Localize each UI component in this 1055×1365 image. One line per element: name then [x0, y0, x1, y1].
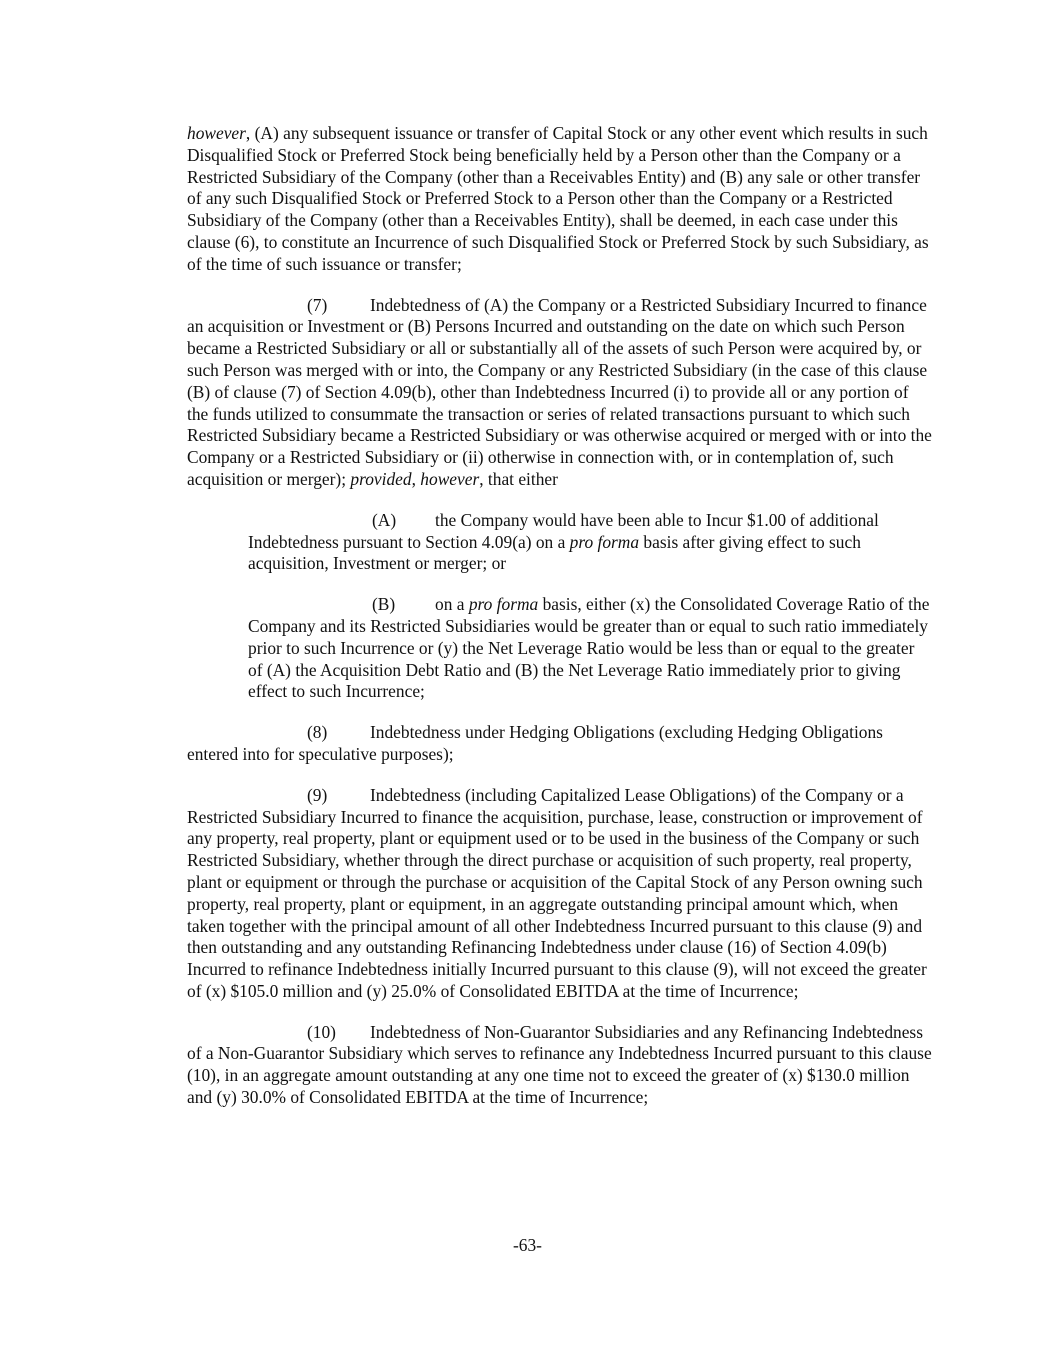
- clause-10-number: (10): [307, 1021, 336, 1042]
- clause-7-B: [248, 594, 932, 703]
- clause-6-text: , (A) any subsequent issuance or transfer of Capital Stock or any other event which results in such Disqualified Stock or Preferred Stock being beneficially held by a Person other than the Company or a Restricted Subsidiary of the Company (other than a Receivables Entity) and (B) any sale or other transfer of any such Disqualified Stock or Preferred Stock to a Person other than the Company or a Restricted Subsidiary of the Company (other than a Receivables Entity), shall be deemed, in each case under this clause (6), to constitute an Incurrence of such Disqualified Stock or Preferred Stock by such Subsidiary, as of the time of such issuance or transfer;: [187, 123, 929, 274]
- clause-7-tail: , that either: [479, 468, 558, 489]
- clause-9: [187, 785, 932, 1003]
- clause-7-sep: ,: [411, 468, 421, 489]
- pro-forma-italic-2: pro forma: [468, 594, 539, 615]
- pro-forma-italic-1: pro forma: [569, 531, 640, 552]
- clause-7-A-number: (A): [372, 509, 397, 530]
- clause-8: [187, 722, 932, 766]
- however-italic-2: however: [420, 468, 480, 489]
- clause-7: [187, 295, 932, 491]
- page-number: -63-: [513, 1235, 542, 1255]
- clause-9-number: (9): [307, 784, 328, 805]
- provided-italic: provided: [350, 468, 412, 489]
- clause-7-A-text-1: the Company would have been able to Incur $1.00 of additional Indebtedness pursuant to Section 4.09(a) on a: [248, 509, 879, 552]
- clause-7-B-text-2: basis, either (x) the Consolidated Coverage Ratio of the Company and its Restricted Subsidiaries would be greater than or equal to such ratio immediately prior to such Incurrence or (y) the Net Leverage Ratio would be less than or equal to the greater of (A) the Acquisition Debt Ratio and (B) the Net Leverage Ratio immediately prior to giving effect to such Incurrence;: [248, 594, 930, 702]
- however-italic: however: [187, 123, 246, 143]
- clause-8-number: (8): [307, 722, 328, 743]
- clause-7-number: (7): [307, 294, 328, 315]
- clause-10: [187, 1022, 932, 1109]
- document-body: [187, 123, 932, 1128]
- clause-7-B-number: (B): [372, 594, 396, 615]
- clause-6-continuation: [187, 123, 932, 276]
- clause-7-A: [248, 510, 932, 575]
- clause-10-text: Indebtedness of Non-Guarantor Subsidiaries and any Refinancing Indebtedness of a Non-Guarantor Subsidiary which serves to refinance any Indebtedness Incurred pursuant to this clause (10), in an aggregate amount outstanding at any one time not to exceed the greater of (x) $130.0 million and (y) 30.0% of Consolidated EBITDA at the time of Incurrence;: [187, 1021, 932, 1108]
- clause-7-A-text-2: basis after giving effect to such acquisition, Investment or merger; or: [248, 531, 861, 574]
- clause-9-text: Indebtedness (including Capitalized Lease Obligations) of the Company or a Restricted Subsidiary Incurred to finance the acquisition, purchase, lease, construction or improvement of any property, real property, plant or equipment used or to be used in the business of the Company or such Restricted Subsidiary, whether through the direct purchase or acquisition of such property, real property, plant or equipment or through the purchase or acquisition of the Capital Stock of any Person owning such property, real property, plant or equipment, in an aggregate outstanding principal amount which, when taken together with the principal amount of all other Indebtedness Incurred pursuant to this clause (9) and then outstanding and any outstanding Refinancing Indebtedness under clause (16) of Section 4.09(b) Incurred to refinance Indebtedness initially Incurred pursuant to this clause (9), will not exceed the greater of (x) $105.0 million and (y) 25.0% of Consolidated EBITDA at the time of Incurrence;: [187, 784, 927, 1001]
- clause-7-B-text-1: on a: [435, 594, 469, 615]
- clause-8-text: Indebtedness under Hedging Obligations (excluding Hedging Obligations entered into for speculative purposes);: [187, 722, 883, 764]
- clause-7-text: Indebtedness of (A) the Company or a Restricted Subsidiary Incurred to finance an acquisition or Investment or (B) Persons Incurred and outstanding on the date on which such Person became a Restricted Subsidiary or all or substantially all of the assets of such Person were acquired by, or such Person was merged with or into, the Company or any Restricted Subsidiary (in the case of this clause (B) of clause (7) of Section 4.09(b), other than Indebtedness Incurred (i) to provide all or any portion of the funds utilized to consummate the transaction or series of related transactions pursuant to which such Restricted Subsidiary became a Restricted Subsidiary or was otherwise acquired or merged with or into the Company or a Restricted Subsidiary or (ii) otherwise in connection with, or in contemplation of, such acquisition or merger);: [187, 294, 932, 489]
